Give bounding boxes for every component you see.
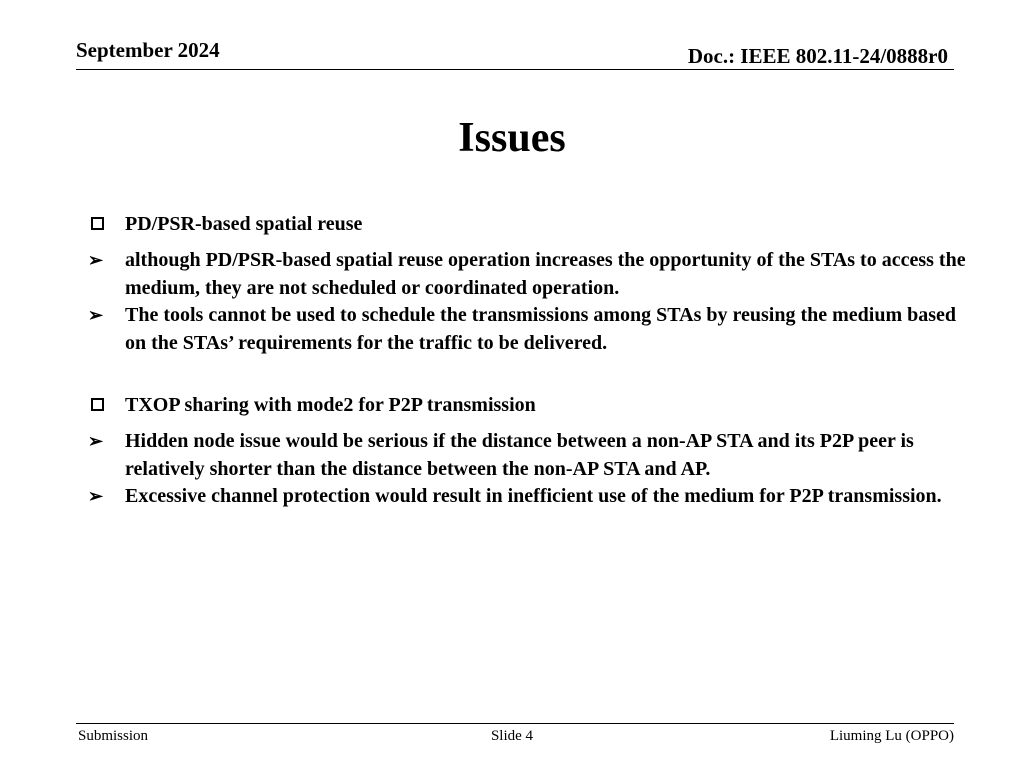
- square-bullet-icon: [91, 217, 104, 230]
- section-heading: [88, 210, 968, 238]
- header-date: September 2024: [76, 38, 220, 62]
- slide-title: Issues: [458, 115, 566, 161]
- bullet-item: [88, 247, 968, 302]
- square-bullet-icon: [91, 398, 104, 411]
- slide-body: [88, 210, 968, 511]
- bullet-text: Hidden node issue would be serious if the distance between a non-AP STA and its P2P peer is relatively shorter than the distance between the non-AP STA and AP.: [125, 430, 914, 480]
- arrow-bullet-icon: ➢: [88, 305, 104, 325]
- footer-submission: Submission: [78, 728, 149, 744]
- bullet-item: [88, 483, 968, 511]
- section-heading-text: PD/PSR-based spatial reuse: [125, 213, 363, 235]
- arrow-bullet-icon: ➢: [88, 250, 104, 270]
- arrow-bullet-icon: ➢: [88, 486, 104, 506]
- header-doc-id: Doc.: IEEE 802.11-24/0888r0: [687, 44, 948, 68]
- section-heading-text: TXOP sharing with mode2 for P2P transmission: [125, 394, 536, 416]
- footer-author: Liuming Lu (OPPO): [829, 728, 954, 744]
- bullet-text: Excessive channel protection would result in inefficient use of the medium for P2P transmission.: [125, 485, 942, 507]
- bullet-item: [88, 302, 968, 357]
- section-heading: [88, 391, 968, 419]
- bullet-item: [88, 428, 968, 483]
- header-divider: [76, 69, 954, 70]
- arrow-bullet-icon: ➢: [88, 431, 104, 451]
- bullet-text: although PD/PSR-based spatial reuse operation increases the opportunity of the STAs to access the medium, they are not scheduled or coordinated operation.: [125, 249, 966, 299]
- footer-slide-number: Slide 4: [490, 728, 534, 744]
- bullet-text: The tools cannot be used to schedule the transmissions among STAs by reusing the medium based on the STAs’ requirements for the traffic to be delivered.: [125, 304, 957, 354]
- footer-divider: [76, 723, 954, 724]
